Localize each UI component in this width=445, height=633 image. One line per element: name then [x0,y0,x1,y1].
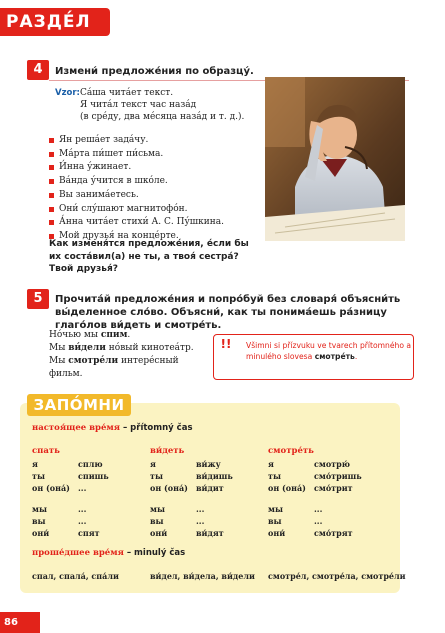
note-verb: смотре́ть [314,352,355,361]
student-photo [265,77,405,241]
table-row: мы ... [268,504,323,514]
table-row: ты смо́тришь [268,471,362,481]
section-title: РАЗДЕ́Л 7 [6,12,91,56]
table-row: вы ... [32,516,87,526]
table-row: вы ... [150,516,205,526]
exclamation-icon: !! [220,337,232,351]
table-row: они́ ви́дят [150,528,224,538]
list-item: Они́ слу́шают магнитофо́н. [49,203,259,217]
table-row: он (она́) ... [32,483,87,493]
task-4-question: Как изменя́тся предложе́ния, е́сли бы их соста́вил(а) не ты, а твоя́ сестра́? Твой друзья́? [49,239,249,274]
bullet-icon [49,138,54,143]
remember-title: ЗАПО́МНИ [33,396,125,414]
student-reading-illustration [265,77,405,241]
table-row: мы ... [32,504,87,514]
bullet-icon [49,179,54,184]
vzor-label: Vzor: [55,88,80,98]
bullet-icon [49,207,54,212]
table-row: они́ смо́трят [268,528,353,538]
bullet-icon [49,165,54,170]
bullet-icon [49,220,54,225]
table-row: вы ... [268,516,323,526]
vzor-line: (в сре́ду, два ме́сяца наза́д и т. д.). [80,112,245,122]
list-item: Ва́нда у́чится в шко́ле. [49,175,259,189]
verb-smotret-conjugation [268,458,393,539]
list-item: Мы ви́дели но́вый кинотеа́тр. [49,343,194,353]
table-row: мы ... [150,504,205,514]
list-item: Мой друзья́ на конце́рте. [49,230,259,244]
highlighted-word: спим [100,330,128,340]
note-text: Všimni si přízvuku ve tvarech přítomného a minulého slovesa смотре́ть. [246,341,412,361]
past-forms-smotret: смотре́л, смотре́ла, смотре́ли [268,571,406,581]
task-5-badge: 5 [27,289,49,309]
table-row: ты ви́дишь [150,471,233,481]
verb-spat-conjugation [32,458,142,539]
verb-smotret-heading: смотре́ть [268,446,314,456]
list-item: А́нна чита́ет стихи́ А. С. Пу́шкина. [49,216,259,230]
page-number: 86 [4,617,18,628]
list-item: И́нна у́жинает. [49,161,259,175]
table-row: они́ спят [32,528,100,538]
vzor-example [80,87,260,123]
verb-videt-heading: ви́деть [150,446,185,456]
bullet-icon [49,152,54,157]
table-row: я ви́жу [150,459,221,469]
present-tense-heading: настоя́щее вре́мя – přítomný čas [32,423,193,433]
past-forms-spat: спал, спала́, спа́ли [32,571,119,581]
vzor-line: Са́ша чита́ет текст. [80,88,174,98]
past-tense-heading: проше́дшее вре́мя – minulý čas [32,548,186,558]
highlighted-word: смотре́ли [68,356,119,366]
vzor-line: Я чита́л текст час наза́д [80,100,197,110]
list-item: Ян реша́ет зада́чу. [49,134,259,148]
list-item: Ма́рта пи́шет пи́сьма. [49,148,259,162]
list-item: Но́чью мы спим. [49,330,131,340]
table-row: я сплю [32,459,103,469]
task-5-title: Прочита́й предложе́ния и попро́буй без словаря́ объясни́ть вы́деленное сло́во. Объясни́, как ты понима́ешь ра́зницу глаго́лов ви́деть и смотре́ть. [55,294,401,331]
task-5-sentences [49,329,209,381]
highlighted-word: ви́дели [68,343,106,353]
table-row: он (она́) смо́трит [268,483,353,493]
task-4-badge: 4 [27,60,49,80]
task-4-title: Измени́ предложе́ния по образцу́. [55,66,254,77]
table-row: я смотрю́ [268,459,350,469]
task-4-sentence-list [49,134,259,244]
list-item: Мы смотре́ли интере́сный фильм. [49,356,179,379]
table-row: ты спишь [32,471,109,481]
verb-spat-heading: спать [32,446,60,456]
bullet-icon [49,193,54,198]
verb-videt-conjugation [150,458,260,539]
list-item: Вы занима́етесь. [49,189,259,203]
table-row: он (она́) ви́дит [150,483,224,493]
past-forms-videt: ви́дел, ви́дела, ви́дели [150,571,255,581]
